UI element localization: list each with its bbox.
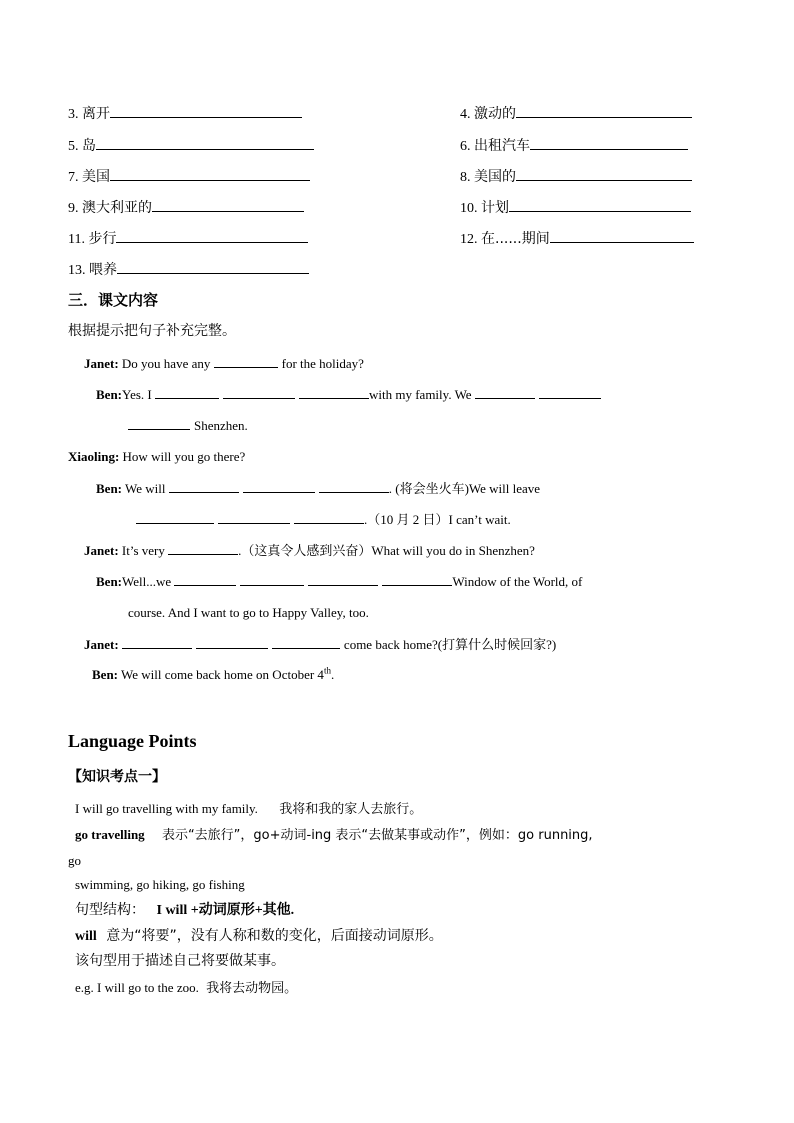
vocab-item-8	[460, 167, 692, 187]
structure-label: 句型结构：	[75, 902, 145, 918]
answer-blank[interactable]	[96, 136, 314, 150]
vocab-number: 5.	[68, 139, 79, 154]
explanation-continuation: go	[68, 853, 81, 868]
dialogue-text: for the holiday?	[281, 356, 364, 371]
dialogue-line	[68, 448, 245, 466]
answer-blank[interactable]	[530, 136, 688, 150]
speaker-name: Janet:	[84, 637, 119, 652]
vocab-number: 10.	[460, 201, 478, 216]
answer-blank[interactable]	[516, 104, 692, 118]
answer-blank[interactable]	[168, 541, 238, 555]
vocab-word: 激动的	[474, 106, 516, 122]
answer-blank[interactable]	[294, 510, 364, 524]
dialogue-line	[84, 635, 556, 654]
vocab-word: 离开	[82, 106, 110, 122]
vocab-item-5	[68, 136, 314, 156]
language-points-title: Language Points	[68, 731, 197, 751]
explanation-line	[75, 826, 593, 845]
example-list: swimming, go hiking, go fishing	[75, 877, 245, 892]
example-english: e.g. I will go to the zoo.	[75, 980, 199, 995]
dialogue-line	[136, 510, 511, 529]
example-chinese: 我将去动物园。	[206, 981, 298, 996]
vocab-word: 步行	[88, 231, 117, 247]
vocab-number: 7.	[68, 170, 79, 185]
speaker-name: Ben:	[96, 574, 122, 589]
vocab-item-12	[460, 229, 694, 249]
answer-blank[interactable]	[240, 572, 304, 586]
vocab-word: 出租汽车	[474, 138, 530, 154]
answer-blank[interactable]	[218, 510, 290, 524]
dialogue-text: Window of the World, of	[452, 574, 583, 589]
vocab-word: 计划	[481, 200, 509, 216]
answer-blank[interactable]	[550, 229, 694, 243]
speaker-name: Ben:	[92, 667, 118, 682]
vocab-number: 12.	[460, 232, 478, 247]
dialogue-line	[128, 416, 248, 435]
vocab-word: 喂养	[89, 262, 117, 278]
answer-blank[interactable]	[214, 354, 278, 368]
vocab-number: 13.	[68, 263, 86, 278]
section-instruction: 根据提示把句子补充完整。	[68, 323, 236, 339]
answer-blank[interactable]	[169, 479, 239, 493]
answer-blank[interactable]	[539, 385, 601, 399]
dialogue-line	[96, 572, 582, 591]
answer-blank[interactable]	[319, 479, 389, 493]
vocab-item-9	[68, 198, 304, 218]
answer-blank[interactable]	[122, 635, 192, 649]
sentence-structure	[75, 901, 294, 920]
answer-blank[interactable]	[128, 416, 190, 430]
answer-blank[interactable]	[243, 479, 315, 493]
answer-blank[interactable]	[516, 167, 692, 181]
keyword: go travelling	[75, 827, 145, 842]
vocab-number: 6.	[460, 139, 471, 154]
ordinal-suffix: th	[323, 665, 331, 676]
vocab-item-3	[68, 104, 302, 124]
section-title: 三．课文内容	[68, 291, 159, 309]
vocab-number: 9.	[68, 201, 79, 216]
example-sentence	[75, 979, 297, 998]
dialogue-text: We will come back home on October 4	[121, 667, 324, 682]
dialogue-line	[84, 354, 364, 373]
answer-blank[interactable]	[174, 572, 236, 586]
example-sentence	[75, 800, 422, 819]
dialogue-text: Shenzhen.	[194, 418, 248, 433]
answer-blank[interactable]	[223, 385, 295, 399]
dialogue-text: How will you go there?	[122, 449, 246, 464]
dialogue-text: come back home?(打算什么时候回家?)	[343, 637, 557, 652]
answer-blank[interactable]	[196, 635, 268, 649]
knowledge-point-label: 【知识考点一】	[68, 769, 166, 785]
keyword: will	[75, 929, 97, 944]
dialogue-text: .（这真令人感到兴奋）What will you do in Shenzhen?	[238, 543, 535, 558]
dialogue-text: Yes. I	[122, 387, 152, 402]
usage-note: 该句型用于描述自己将要做某事。	[75, 953, 285, 969]
answer-blank[interactable]	[152, 198, 304, 212]
speaker-name: Ben:	[96, 481, 122, 496]
vocab-number: 4.	[460, 107, 471, 122]
dialogue-text: with my family. We	[369, 387, 472, 402]
answer-blank[interactable]	[136, 510, 214, 524]
answer-blank[interactable]	[110, 104, 302, 118]
vocab-item-10	[460, 198, 691, 218]
dialogue-text: . (将会坐火车)We will leave	[388, 481, 541, 496]
vocab-number: 3.	[68, 107, 79, 122]
speaker-name: Janet:	[84, 543, 119, 558]
vocab-word: 美国的	[474, 169, 516, 185]
speaker-name: Janet:	[84, 356, 119, 371]
vocab-word: 澳大利亚的	[82, 200, 152, 216]
vocab-item-4	[460, 104, 692, 124]
vocab-number: 11.	[68, 232, 85, 247]
dialogue-text: .（10 月 2 日）I can’t wait.	[364, 512, 511, 527]
vocab-item-13	[68, 260, 309, 280]
answer-blank[interactable]	[110, 167, 310, 181]
structure-formula: I will +动词原形+其他.	[156, 903, 295, 918]
answer-blank[interactable]	[272, 635, 340, 649]
answer-blank[interactable]	[155, 385, 219, 399]
answer-blank[interactable]	[116, 229, 308, 243]
example-chinese: 我将和我的家人去旅行。	[279, 802, 423, 817]
vocab-item-7	[68, 167, 310, 187]
dialogue-text: course. And I want to go to Happy Valley, too.	[128, 605, 369, 620]
answer-blank[interactable]	[382, 572, 452, 586]
answer-blank[interactable]	[475, 385, 535, 399]
dialogue-line	[96, 479, 540, 498]
dialogue-line	[96, 385, 605, 404]
speaker-name: Ben:	[96, 387, 122, 402]
answer-blank[interactable]	[117, 260, 309, 274]
dialogue-text: We will	[125, 481, 166, 496]
vocab-item-6	[460, 136, 688, 156]
answer-blank[interactable]	[509, 198, 691, 212]
speaker-name: Xiaoling:	[68, 449, 120, 464]
vocab-word: 美国	[82, 169, 110, 185]
dialogue-line	[92, 666, 334, 684]
example-english: I will go travelling with my family.	[75, 801, 258, 816]
answer-blank[interactable]	[308, 572, 378, 586]
dialogue-text: Do you have any	[121, 356, 211, 371]
dialogue-text: It’s very	[121, 543, 165, 558]
vocab-word: 在......期间	[481, 231, 550, 247]
vocab-number: 8.	[460, 170, 471, 185]
vocab-word: 岛	[82, 138, 96, 154]
vocab-item-11	[68, 229, 308, 249]
answer-blank[interactable]	[299, 385, 369, 399]
dialogue-text: .	[330, 667, 335, 682]
explanation-text: 意为“将要”，没有人称和数的变化，后面接动词原形。	[106, 928, 443, 944]
dialogue-line	[128, 604, 369, 622]
dialogue-text: Well...we	[122, 574, 172, 589]
will-explanation	[75, 927, 443, 946]
explanation-text: 表示“去旅行”，go+动词-ing 表示“去做某事或动作”，例如：go running,	[161, 828, 593, 843]
dialogue-line	[84, 541, 535, 560]
